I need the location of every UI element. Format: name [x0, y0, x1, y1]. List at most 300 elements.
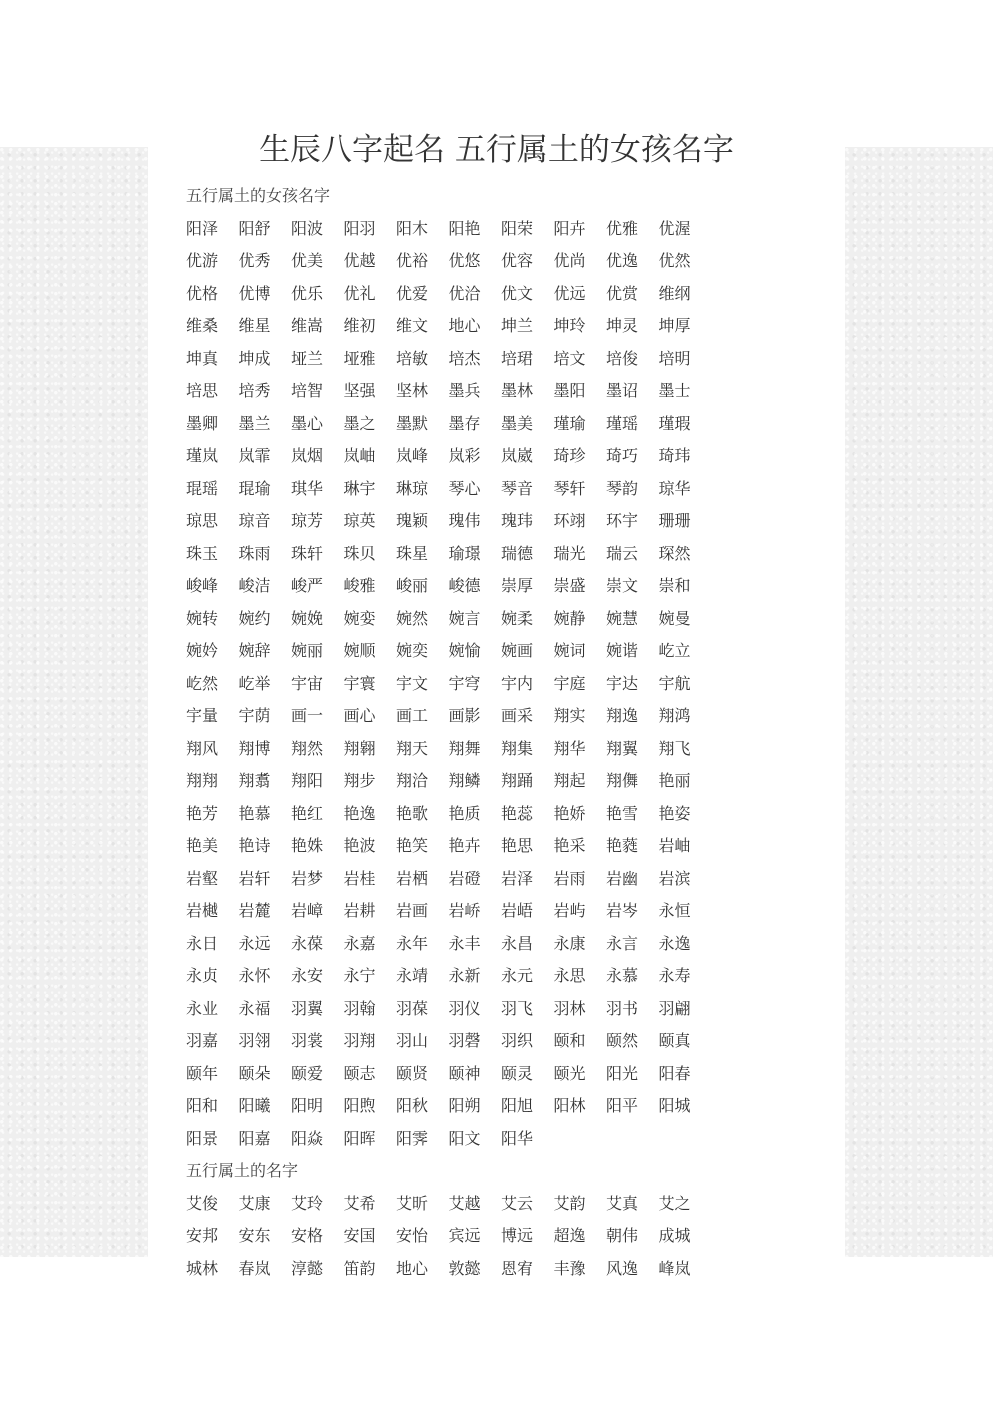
name-item: 婉娩	[291, 608, 324, 628]
name-item: 墨士	[658, 381, 691, 400]
name-item: 墨之	[343, 413, 376, 433]
name-item: 优秀	[238, 251, 271, 270]
name-item: 岩屿	[553, 901, 586, 920]
name-item: 培明	[658, 348, 691, 368]
name-item: 优乐	[291, 283, 324, 303]
name-item: 羽仪	[448, 998, 481, 1018]
name-item: 宇荫	[238, 706, 271, 725]
name-item: 艳卉	[448, 836, 481, 855]
name-item: 永日	[186, 933, 219, 953]
name-item: 婉奕	[396, 641, 429, 660]
name-item: 坤兰	[501, 316, 534, 335]
name-item: 宾远	[448, 1226, 481, 1245]
name-item: 环翊	[553, 511, 586, 530]
name-item: 宇宙	[291, 673, 324, 693]
name-item: 颐神	[448, 1063, 481, 1083]
name-item: 博远	[501, 1226, 534, 1245]
name-item: 墨阳	[553, 381, 586, 400]
name-item: 阳泽	[186, 218, 219, 238]
name-item: 培杰	[448, 348, 481, 368]
name-item: 岩滨	[658, 868, 691, 888]
name-item: 优洽	[448, 283, 481, 303]
name-item: 艳采	[553, 836, 586, 855]
name-item: 屹立	[658, 641, 691, 660]
name-item: 艳娇	[553, 803, 586, 823]
name-item: 维桑	[186, 316, 219, 335]
name-item: 峻雅	[343, 576, 376, 595]
name-item: 婉转	[186, 608, 219, 628]
name-item: 艳笑	[396, 836, 429, 855]
name-item: 宇内	[501, 673, 534, 693]
name-item: 珠贝	[343, 543, 376, 563]
name-item: 永嘉	[343, 933, 376, 953]
name-item: 琼芳	[291, 511, 324, 530]
name-item: 翔起	[553, 771, 586, 790]
name-item: 培思	[186, 381, 219, 400]
name-item: 翔集	[501, 738, 534, 758]
name-item: 琦珍	[553, 446, 586, 465]
name-item: 婉然	[396, 608, 429, 628]
name-item: 琴心	[448, 478, 481, 498]
name-item: 瑾瑕	[658, 413, 691, 433]
name-item: 羽磬	[448, 1031, 481, 1050]
name-item: 琳琼	[396, 478, 429, 498]
name-item: 艾韵	[553, 1193, 586, 1213]
name-item: 永远	[238, 933, 271, 953]
name-item: 峰岚	[658, 1258, 691, 1278]
name-item: 优博	[238, 283, 271, 303]
name-item: 宇达	[606, 673, 639, 693]
paper-texture-left	[0, 147, 148, 1257]
name-item: 艳蕊	[501, 803, 534, 823]
name-item: 瑞光	[553, 543, 586, 563]
name-item: 优远	[553, 283, 586, 303]
name-item: 阳煦	[343, 1096, 376, 1115]
name-item: 婉顺	[343, 641, 376, 660]
name-item: 艳红	[291, 803, 324, 823]
name-item: 颐灵	[501, 1063, 534, 1083]
name-item: 婉言	[448, 608, 481, 628]
name-item: 阳光	[606, 1063, 639, 1083]
name-item: 翔步	[343, 771, 376, 790]
name-item: 笛韵	[343, 1258, 376, 1278]
name-item: 羽嘉	[186, 1031, 219, 1050]
name-item: 翔飞	[658, 738, 691, 758]
name-item: 瑾瑶	[606, 413, 639, 433]
name-item: 优尚	[553, 251, 586, 270]
name-item: 永贞	[186, 966, 219, 985]
name-item: 岩峿	[501, 901, 534, 920]
name-item: 翔翼	[606, 738, 639, 758]
name-item: 珊珊	[658, 511, 691, 530]
name-item: 成城	[658, 1226, 691, 1245]
name-item: 坤灵	[606, 316, 639, 335]
name-item: 翔阳	[291, 771, 324, 790]
name-item: 艾越	[448, 1193, 481, 1213]
name-item: 永新	[448, 966, 481, 985]
name-item: 阳城	[658, 1096, 691, 1115]
name-item: 翔逸	[606, 706, 639, 725]
name-item: 珠玉	[186, 543, 219, 563]
name-item: 岩樾	[186, 901, 219, 920]
name-item: 艳逸	[343, 803, 376, 823]
name-item: 崇厚	[501, 576, 534, 595]
name-item: 琦巧	[606, 446, 639, 465]
section-heading: 五行属土的女孩名字	[186, 186, 331, 205]
name-item: 羽翼	[291, 998, 324, 1018]
name-item: 羽翰	[343, 998, 376, 1018]
name-item: 优容	[501, 251, 534, 270]
name-item: 艳诗	[238, 836, 271, 855]
name-item: 琦玮	[658, 446, 691, 465]
name-item: 羽葆	[396, 998, 429, 1018]
name-item: 岩峤	[448, 901, 481, 920]
name-item: 珠轩	[291, 543, 324, 563]
name-item: 阳霁	[396, 1128, 429, 1148]
name-item: 阳艳	[448, 218, 481, 238]
name-item: 艾昕	[396, 1193, 429, 1213]
name-item: 岩梦	[291, 868, 324, 888]
name-item: 墨兰	[238, 413, 271, 433]
name-item: 翔鳞	[448, 771, 481, 790]
name-item: 阳嘉	[238, 1128, 271, 1148]
name-item: 岚崴	[501, 446, 534, 465]
name-item: 艳雪	[606, 803, 639, 823]
name-item: 翔翥	[238, 771, 271, 790]
name-item: 翔华	[553, 738, 586, 758]
name-item: 瑞云	[606, 543, 639, 563]
name-item: 墨卿	[186, 413, 219, 433]
name-item: 朝伟	[606, 1226, 639, 1245]
name-item: 羽林	[553, 998, 586, 1018]
name-item: 翔博	[238, 738, 271, 758]
name-item: 艾之	[658, 1193, 691, 1213]
name-item: 恩宥	[501, 1258, 534, 1278]
name-item: 墨默	[396, 413, 429, 433]
name-item: 永元	[501, 966, 534, 985]
name-item: 艾真	[606, 1193, 639, 1213]
name-item: 阳波	[291, 218, 324, 238]
name-item: 优赏	[606, 283, 639, 303]
name-item: 翔踊	[501, 771, 534, 790]
name-item: 婉画	[501, 641, 534, 660]
name-item: 岚彩	[448, 446, 481, 465]
name-item: 安东	[238, 1226, 271, 1245]
name-item: 永逸	[658, 933, 691, 953]
name-item: 永葆	[291, 933, 324, 953]
name-item: 优越	[343, 251, 376, 270]
name-item: 宇穹	[448, 673, 481, 693]
name-item: 坚强	[343, 381, 376, 400]
name-item: 峻洁	[238, 576, 271, 595]
name-item: 优渥	[658, 218, 691, 238]
name-item: 翔鸿	[658, 706, 691, 725]
name-item: 颐朵	[238, 1063, 271, 1083]
name-item: 宇文	[396, 673, 429, 693]
name-item: 永靖	[396, 966, 429, 985]
name-item: 永年	[396, 933, 429, 953]
name-item: 优文	[501, 283, 534, 303]
name-item: 永安	[291, 966, 324, 985]
name-item: 淳懿	[291, 1258, 324, 1278]
name-item: 羽书	[606, 998, 639, 1018]
name-item: 琛然	[658, 543, 691, 563]
name-item: 琼音	[238, 511, 271, 530]
name-item: 婉慧	[606, 608, 639, 628]
name-item: 岚岫	[343, 446, 376, 465]
name-item: 墨存	[448, 413, 481, 433]
name-item: 艳姝	[291, 836, 324, 855]
name-item: 地心	[396, 1258, 429, 1278]
name-item: 琴韵	[606, 478, 639, 498]
name-item: 永寿	[658, 966, 691, 985]
name-item: 培俊	[606, 348, 639, 368]
name-item: 永丰	[448, 933, 481, 953]
name-item: 墨美	[501, 413, 534, 433]
name-item: 婉娈	[343, 608, 376, 628]
name-item: 琼思	[186, 511, 219, 530]
name-item: 婉谐	[606, 641, 639, 660]
name-item: 安怡	[396, 1226, 429, 1245]
name-item: 优美	[291, 251, 324, 270]
name-item: 艳歌	[396, 803, 429, 823]
name-list	[186, 1188, 746, 1286]
name-item: 岩耕	[343, 901, 376, 920]
name-item: 优礼	[343, 283, 376, 303]
name-item: 岩麓	[238, 901, 271, 920]
name-item: 安国	[343, 1226, 376, 1245]
name-item: 阳羽	[343, 218, 376, 238]
name-item: 琪华	[291, 478, 324, 498]
name-item: 岩轩	[238, 868, 271, 888]
name-item: 翔风	[186, 738, 219, 758]
name-item: 阳晖	[343, 1128, 376, 1148]
name-item: 永恒	[658, 901, 691, 920]
name-item: 阳秋	[396, 1096, 429, 1115]
name-item: 岩磴	[448, 868, 481, 888]
name-item: 婉丽	[291, 641, 324, 660]
name-item: 城林	[186, 1258, 219, 1278]
name-item: 培文	[553, 348, 586, 368]
name-item: 优悠	[448, 251, 481, 270]
name-item: 羽飞	[501, 998, 534, 1018]
name-item: 宇庭	[553, 673, 586, 693]
name-item: 墨诏	[606, 381, 639, 400]
name-item: 羽翩	[658, 998, 691, 1018]
name-item: 阳明	[291, 1096, 324, 1115]
name-item: 宇量	[186, 706, 219, 725]
name-item: 婉静	[553, 608, 586, 628]
name-item: 垭兰	[291, 348, 324, 368]
name-item: 羽山	[396, 1031, 429, 1050]
name-item: 婉妗	[186, 641, 219, 660]
name-item: 培珺	[501, 348, 534, 368]
name-item: 优爱	[396, 283, 429, 303]
name-item: 阳曦	[238, 1096, 271, 1115]
name-item: 颐爱	[291, 1063, 324, 1083]
name-item: 阳文	[448, 1128, 481, 1148]
name-item: 维文	[396, 316, 429, 335]
name-item: 艳姿	[658, 803, 691, 823]
name-item: 阳春	[658, 1063, 691, 1083]
name-item: 阳旭	[501, 1096, 534, 1115]
name-item: 艳丽	[658, 771, 691, 790]
name-item: 画一	[291, 706, 324, 725]
name-item: 阳华	[501, 1128, 534, 1148]
name-item: 艳芳	[186, 803, 219, 823]
name-item: 峻丽	[396, 576, 429, 595]
name-item: 颐贤	[396, 1063, 429, 1083]
name-item: 岩桂	[343, 868, 376, 888]
name-item: 岩泽	[501, 868, 534, 888]
name-item: 岩壑	[186, 868, 219, 888]
name-item: 垭雅	[343, 348, 376, 368]
name-item: 翔然	[291, 738, 324, 758]
name-item: 琨瑶	[186, 478, 219, 498]
name-item: 阳林	[553, 1096, 586, 1115]
name-item: 婉词	[553, 641, 586, 660]
name-item: 优裕	[396, 251, 429, 270]
name-item: 峻峰	[186, 576, 219, 595]
name-item: 岩岑	[606, 901, 639, 920]
page-title: 生辰八字起名 五行属土的女孩名字	[259, 132, 734, 168]
name-item: 永慕	[606, 966, 639, 985]
name-item: 永昌	[501, 933, 534, 953]
name-item: 珠雨	[238, 543, 271, 563]
name-item: 画工	[396, 706, 429, 725]
name-item: 优逸	[606, 251, 639, 270]
name-item: 画影	[448, 706, 481, 725]
name-item: 坚林	[396, 381, 429, 400]
name-item: 艳思	[501, 836, 534, 855]
name-item: 维初	[343, 316, 376, 335]
name-item: 培智	[291, 381, 324, 400]
name-item: 画采	[501, 706, 534, 725]
name-item: 永宁	[343, 966, 376, 985]
name-item: 屹举	[238, 673, 271, 693]
name-item: 颐年	[186, 1063, 219, 1083]
name-item: 风逸	[606, 1258, 639, 1278]
name-item: 崇和	[658, 576, 691, 595]
name-item: 优雅	[606, 218, 639, 238]
name-item: 岩雨	[553, 868, 586, 888]
name-item: 阳荣	[501, 218, 534, 238]
name-item: 翔儛	[606, 771, 639, 790]
name-item: 琴音	[501, 478, 534, 498]
name-item: 岚烟	[291, 446, 324, 465]
name-item: 颐真	[658, 1031, 691, 1050]
name-item: 阳木	[396, 218, 429, 238]
name-item: 瑜璟	[448, 543, 481, 563]
document-body	[186, 180, 746, 1285]
name-item: 艾云	[501, 1193, 534, 1213]
name-item: 婉辞	[238, 641, 271, 660]
name-item: 翔翱	[343, 738, 376, 758]
name-item: 超逸	[553, 1226, 586, 1245]
name-item: 坤真	[186, 348, 219, 368]
name-item: 婉柔	[501, 608, 534, 628]
name-item: 培秀	[238, 381, 271, 400]
name-item: 羽织	[501, 1031, 534, 1050]
name-item: 艳美	[186, 836, 219, 855]
name-item: 环宇	[606, 511, 639, 530]
name-item: 岩画	[396, 901, 429, 920]
name-item: 阳舒	[238, 218, 271, 238]
name-item: 艾玲	[291, 1193, 324, 1213]
name-item: 安邦	[186, 1226, 219, 1245]
name-item: 瑰伟	[448, 511, 481, 530]
name-item: 艾希	[343, 1193, 376, 1213]
name-item: 颐光	[553, 1063, 586, 1083]
name-item: 崇文	[606, 576, 639, 595]
name-item: 翔天	[396, 738, 429, 758]
name-item: 春岚	[238, 1258, 271, 1278]
name-item: 艳慕	[238, 803, 271, 823]
name-item: 维纲	[658, 283, 691, 303]
name-item: 阳和	[186, 1096, 219, 1115]
name-item: 阳朔	[448, 1096, 481, 1115]
name-item: 琳宇	[343, 478, 376, 498]
name-item: 宇寰	[343, 673, 376, 693]
name-item: 艳质	[448, 803, 481, 823]
name-item: 峻德	[448, 576, 481, 595]
name-item: 培敏	[396, 348, 429, 368]
name-item: 艳蕤	[606, 836, 639, 855]
name-item: 瑞德	[501, 543, 534, 563]
name-item: 墨心	[291, 413, 324, 433]
name-item: 永福	[238, 998, 271, 1018]
name-item: 婉约	[238, 608, 271, 628]
name-item: 优然	[658, 251, 691, 270]
name-item: 颐和	[553, 1031, 586, 1050]
name-item: 婉愉	[448, 641, 481, 660]
name-item: 永思	[553, 966, 586, 985]
name-item: 阳景	[186, 1128, 219, 1148]
name-item: 永康	[553, 933, 586, 953]
name-item: 瑰玮	[501, 511, 534, 530]
name-item: 坤玲	[553, 316, 586, 335]
name-item: 维嵩	[291, 316, 324, 335]
name-item: 岚霏	[238, 446, 271, 465]
name-item: 阳平	[606, 1096, 639, 1115]
name-item: 岩嶂	[291, 901, 324, 920]
name-item: 羽翔	[343, 1031, 376, 1050]
name-item: 岩幽	[606, 868, 639, 888]
name-item: 永言	[606, 933, 639, 953]
name-item: 艾俊	[186, 1193, 219, 1213]
name-item: 优游	[186, 251, 219, 270]
name-item: 瑾瑜	[553, 413, 586, 433]
name-item: 坤成	[238, 348, 271, 368]
name-item: 翔洽	[396, 771, 429, 790]
name-item: 画心	[343, 706, 376, 725]
name-item: 羽翎	[238, 1031, 271, 1050]
name-item: 羽裳	[291, 1031, 324, 1050]
name-item: 阳焱	[291, 1128, 324, 1148]
name-item: 墨林	[501, 381, 534, 400]
name-item: 墨兵	[448, 381, 481, 400]
name-item: 瑰颖	[396, 511, 429, 530]
name-item: 琨瑜	[238, 478, 271, 498]
name-item: 婉曼	[658, 608, 691, 628]
name-item: 艾康	[238, 1193, 271, 1213]
name-item: 珠星	[396, 543, 429, 563]
name-item: 丰豫	[553, 1258, 586, 1278]
paper-texture-right	[845, 147, 993, 1257]
name-item: 颐志	[343, 1063, 376, 1083]
name-item: 维星	[238, 316, 271, 335]
name-item: 崇盛	[553, 576, 586, 595]
